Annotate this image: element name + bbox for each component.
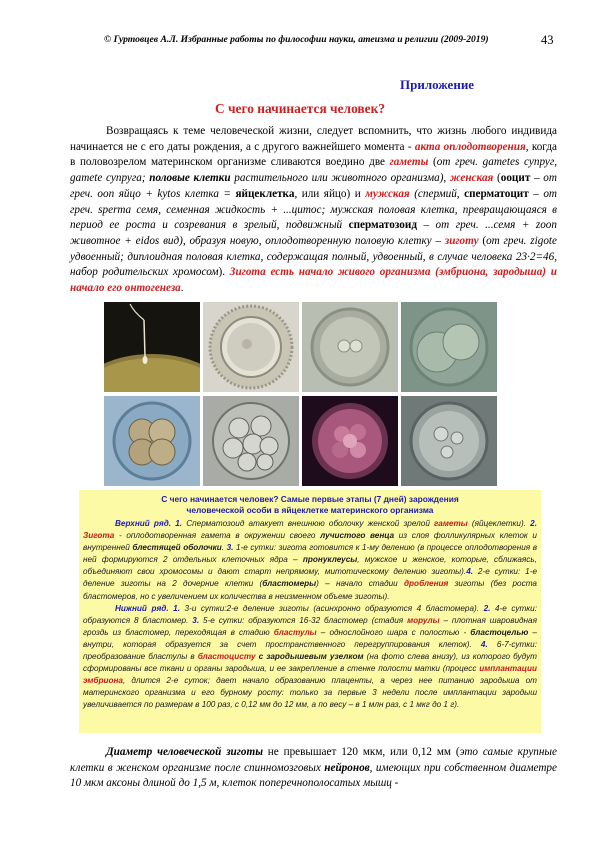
page-number: 43 <box>541 33 554 47</box>
intro-paragraph: Возвращаясь к теме человеческой жизни, следует вспомнить, что жизнь любого индивида начинается не с его даты рождения, а с другого важнейшего момента - акта оплодотворения, когда в половозрелом материнском организме сливаются воедино две гаметы (от греч. gametes супруг, gamete супруга; половые клетки растительного или животного организма), женская (ооцит – от греч. oon яйцо + kytos клетка = яйцеклетка, или яйцо) и мужская (спермий, сперматоцит – от греч. sperma семя, семенная жидкость + ...цитос; мужская половая клетка, превращающаяся в период ее роста и созревания в зрелый, подвижный сперматозоид – от греч. ...семя + zoon животное + eidos вид), образуя новую, оплодотворенную половую клетку – зиготу (от греч. zigote удвоенный; диплоидная половая клетка, содержащая полный, удвоенный, в случае человека 23·2=46, набор родительских хромосом). Зигота есть начало живого организма (эмбриона, зародыша) и начало его онтогенеза. <box>70 125 558 295</box>
two-cell-photo <box>401 302 497 392</box>
appendix-label: Приложение <box>400 77 475 92</box>
section-title: С чего начинается человек? <box>214 101 386 116</box>
sperm-egg-photo <box>104 302 200 392</box>
eight-cell-photo <box>203 396 299 486</box>
zygote-prenuclei-photo <box>302 302 398 392</box>
blastocyst-photo <box>401 396 497 486</box>
figure-caption <box>79 490 541 733</box>
zygote-corona-photo <box>203 302 299 392</box>
diameter-paragraph: Диаметр человеческой зиготы не превышает 120 мкм, или 0,12 мм (это самые крупные клетки в женском организме после спинномозговых нейронов, имеющих при собственном диаметре 10 мкм аксоны длиной до 1,5 м, клеток поперечнополосатых мышц - <box>70 746 557 790</box>
running-header: © Гуртовцев А.Л. Избранные работы по философии науки, атеизма и религии (2009-2019) <box>104 34 489 45</box>
embryo-photo-grid <box>104 302 498 488</box>
caption-title: С чего начинается человек? Самые первые этапы (7 дней) зарождения человеческой особи в яйцеклетке материнского организма <box>161 494 459 515</box>
four-cell-photo <box>104 396 200 486</box>
morula-photo <box>302 396 398 486</box>
caption-text: Верхний ряд. 1. Сперматозоид атакует внешнюю оболочку женской зрелой гаметы (яйцеклетки). 2. Зигота - оплодотворенная гамета в окружении своего лучистого венца из слоя фолликулярных клеток и внутренней блестящей оболочки. 3. 1-е сутки: зигота готовится к 1-му делению (в процессе оплодотворения в ней формируются 2 отдельных клеточных ядра – пронуклеусы, мужское и женское, которые, сближаясь, объединяют свои хромосомы и дают старт непрямому, митотическому делению зиготы).4. 2-е сутки: 1-е деление зиготы на 2 дочерние клетки (бластомеры) – начало стадии дробления зиготы (без роста бластомеров, но с увеличением их количества в неизменном объеме зиготы). Нижний ряд. 1. 3-и сутки:2-е деление зиготы (асинхронно образуются 4 бластомера). 2. 4-е сутки: образуются 8 бластомер. 3. 5-е сутки: образуются 16-32 бластомер (стадия морулы – плотная шаровидная гроздь из бластомер, переходящая в стадию бластулы – однослойного шара с полостью - бластоцелью – внутри, которая образуется за счет пространственного перегруппирования клеток). 4. 6-7-сутки: преобразование бластулы в бластоцисту с зародышевым узелком (на фото слева внизу), из которого будут сформированы все ткани и органы зародыша, и ее закрепление в стенке полости матки (процесс имплантации эмбриона, длится 2-е суток; дает начало образованию плаценты, а через нее питанию зародыша от материнского организма и его бурному росту: только за первые 3 недели после имплантации зародыш увеличивается по размерам в 100 раз, с 0,12 мм до 12 мм, а по весу – в 1 млн раз, с 1 мкг до 1 г). <box>83 519 538 710</box>
